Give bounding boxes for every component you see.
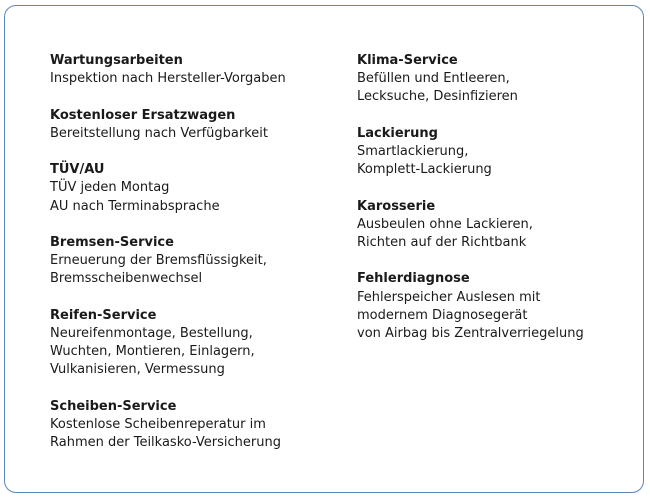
service-description-line: Komplett-Lackierung: [357, 162, 492, 178]
service-title: Karosserie: [357, 198, 436, 214]
service-description-line: Neureifenmontage, Bestellung,: [50, 325, 253, 341]
service-description-line: Vulkanisieren, Vermessung: [50, 362, 225, 378]
service-section: [50, 234, 340, 289]
service-description-line: modernem Diagnosegerät: [357, 307, 528, 323]
services-left-column: [50, 52, 340, 471]
service-description-line: Fehlerspeicher Auslesen mit: [357, 289, 541, 305]
service-title: Fehlerdiagnose: [357, 271, 470, 287]
service-description-line: Bremsscheibenwechsel: [50, 271, 203, 287]
service-description-line: Ausbeulen ohne Lackieren,: [357, 216, 533, 232]
service-title: Klima-Service: [357, 53, 458, 68]
service-title: Scheiben-Service: [50, 398, 177, 414]
service-description-line: von Airbag bis Zentralverriegelung: [357, 326, 584, 341]
service-section: [357, 270, 637, 343]
service-section: [357, 125, 637, 180]
service-description-line: AU nach Terminabsprache: [50, 198, 220, 214]
service-section: [50, 307, 340, 380]
service-description-line: Wuchten, Montieren, Einlagern,: [50, 344, 255, 360]
service-description-line: Richten auf der Richtbank: [357, 235, 527, 250]
service-title: Bremsen-Service: [50, 234, 174, 250]
service-description-line: Bereitstellung nach Verfügbarkeit: [50, 125, 268, 141]
service-title: Wartungsarbeiten: [50, 53, 183, 68]
service-description-line: Befüllen und Entleeren,: [357, 71, 510, 87]
service-section: [357, 52, 637, 107]
service-section: [357, 198, 637, 253]
service-title: Lackierung: [357, 125, 438, 141]
service-section: [50, 52, 340, 88]
service-description-line: Inspektion nach Hersteller-Vorgaben: [50, 71, 286, 87]
service-description-line: Lecksuche, Desinfizieren: [357, 89, 518, 105]
service-title: TÜV/AU: [50, 162, 105, 178]
service-description-line: Erneuerung der Bremsflüssigkeit,: [50, 253, 267, 269]
services-card: [4, 5, 644, 493]
services-right-column: [357, 52, 637, 361]
service-description-line: Kostenlose Scheibenreperatur im: [50, 416, 266, 432]
service-section: [50, 161, 340, 216]
service-description-line: Smartlackierung,: [357, 144, 469, 159]
service-section: [50, 398, 340, 453]
service-description-line: TÜV jeden Montag: [50, 180, 170, 196]
service-title: Kostenloser Ersatzwagen: [50, 107, 236, 123]
service-title: Reifen-Service: [50, 307, 157, 323]
service-description-line: Rahmen der Teilkasko-Versicherung: [50, 435, 281, 451]
service-section: [50, 107, 340, 143]
